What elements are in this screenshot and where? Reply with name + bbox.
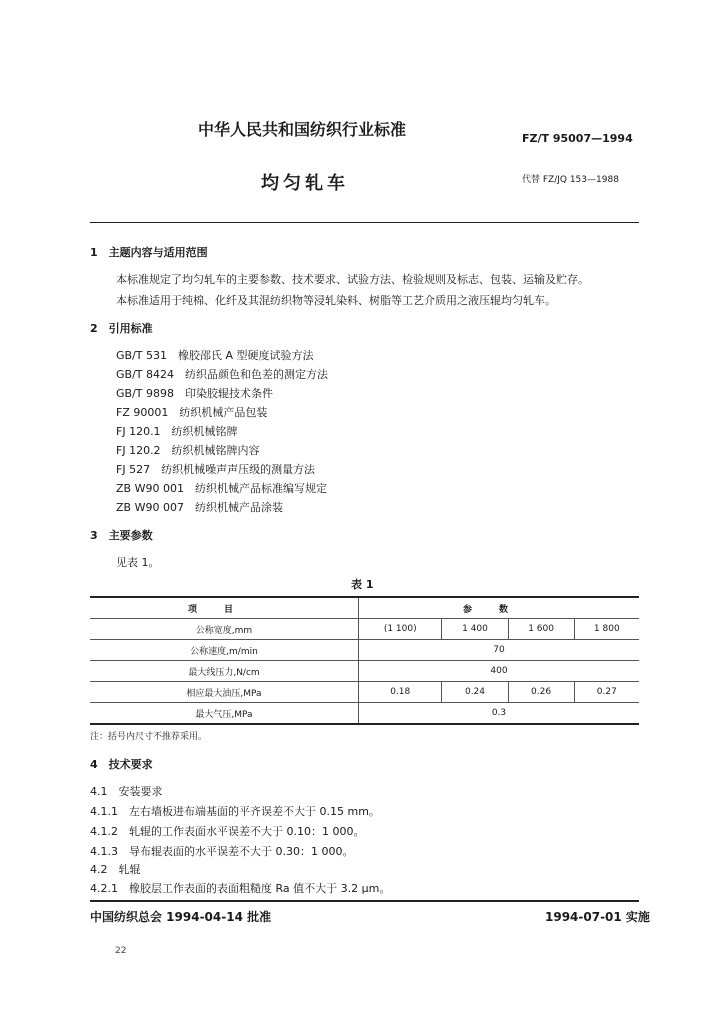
table-cell: 0.26: [508, 682, 574, 703]
table-row: [90, 640, 639, 661]
table-caption: 表 1: [351, 578, 374, 591]
table-cell: 1 600: [508, 619, 574, 640]
table-row: [90, 682, 639, 703]
table-cell: 0.3: [359, 703, 640, 725]
reference-item: GB/T 531 橡胶邵氏 A 型硬度试验方法: [116, 349, 314, 362]
reference-item: GB/T 8424 纺织品颜色和色差的测定方法: [116, 368, 328, 381]
clause-item: 4.1.3 导布辊表面的水平误差不大于 0.30：1 000。: [90, 845, 354, 858]
approval-line: 中国纺织总会 1994-04-14 批准: [90, 910, 272, 924]
table-head-param: 参数: [359, 597, 640, 619]
section-3-para: 见表 1。: [116, 556, 160, 569]
table-cell: 70: [359, 640, 640, 661]
table-cell: 1 400: [442, 619, 508, 640]
row-label-air-pressure: 最大气压,MPa: [90, 703, 359, 725]
parameter-table: [90, 596, 639, 725]
reference-item: ZB W90 001 纺织机械产品标准编写规定: [116, 482, 327, 495]
section-2-heading: 2 引用标准: [90, 322, 153, 335]
clause-item: 4.1.2 轧辊的工作表面水平误差不大于 0.10：1 000。: [90, 825, 365, 838]
table-cell: (1 100): [359, 619, 442, 640]
table-cell: 0.18: [359, 682, 442, 703]
table-cell: 400: [359, 661, 640, 682]
reference-item: FJ 120.1 纺织机械铭牌: [116, 425, 238, 438]
issuing-body: 中华人民共和国纺织行业标准: [198, 120, 407, 139]
reference-item: FJ 120.2 纺织机械铭牌内容: [116, 444, 260, 457]
document-title: 均匀轧车: [261, 173, 349, 194]
section-1-para-1: 本标准规定了均匀轧车的主要参数、技术要求、试验方法、检验规则及标志、包装、运输及贮存。: [116, 273, 589, 286]
section-4-heading: 4 技术要求: [90, 758, 153, 771]
reference-item: FZ 90001 纺织机械产品包装: [116, 406, 268, 419]
page-number: 22: [115, 946, 127, 956]
clause-item: 4.1 安装要求: [90, 785, 163, 798]
row-label-width: 公称宽度,mm: [90, 619, 359, 640]
table-row: [90, 703, 639, 725]
footer-divider: [90, 900, 639, 902]
section-3-heading: 3 主要参数: [90, 529, 153, 542]
table-row: [90, 661, 639, 682]
clause-item: 4.1.1 左右墙板进布端基面的平齐误差不大于 0.15 mm。: [90, 805, 380, 818]
table-row: [90, 619, 639, 640]
clause-item: 4.2 轧辊: [90, 863, 141, 876]
replaces-note: 代替 FZ/JQ 153—1988: [522, 175, 619, 185]
table-cell: 1 800: [574, 619, 639, 640]
section-1-heading: 1 主题内容与适用范围: [90, 246, 208, 259]
row-label-speed: 公称速度,m/min: [90, 640, 359, 661]
reference-item: GB/T 9898 印染胶辊技术条件: [116, 387, 273, 400]
reference-item: FJ 527 纺织机械噪声声压级的测量方法: [116, 463, 316, 476]
table-note: 注：括号内尺寸不推荐采用。: [90, 732, 208, 742]
implementation-line: 1994-07-01 实施: [545, 910, 650, 924]
table-head-item: 项目: [90, 597, 359, 619]
section-1-para-2: 本标准适用于纯棉、化纤及其混纺织物等浸轧染料、树脂等工艺介质用之液压辊均匀轧车。: [116, 294, 556, 307]
table-header-row: [90, 597, 639, 619]
row-label-line-pressure: 最大线压力,N/cm: [90, 661, 359, 682]
header-divider: [90, 222, 639, 223]
table-cell: 0.24: [442, 682, 508, 703]
table-cell: 0.27: [574, 682, 639, 703]
reference-item: ZB W90 007 纺织机械产品涂装: [116, 501, 283, 514]
row-label-oil-pressure: 相应最大油压,MPa: [90, 682, 359, 703]
standard-code: FZ/T 95007—1994: [522, 132, 633, 145]
clause-item: 4.2.1 橡胶层工作表面的表面粗糙度 Ra 值不大于 3.2 μm。: [90, 882, 391, 895]
